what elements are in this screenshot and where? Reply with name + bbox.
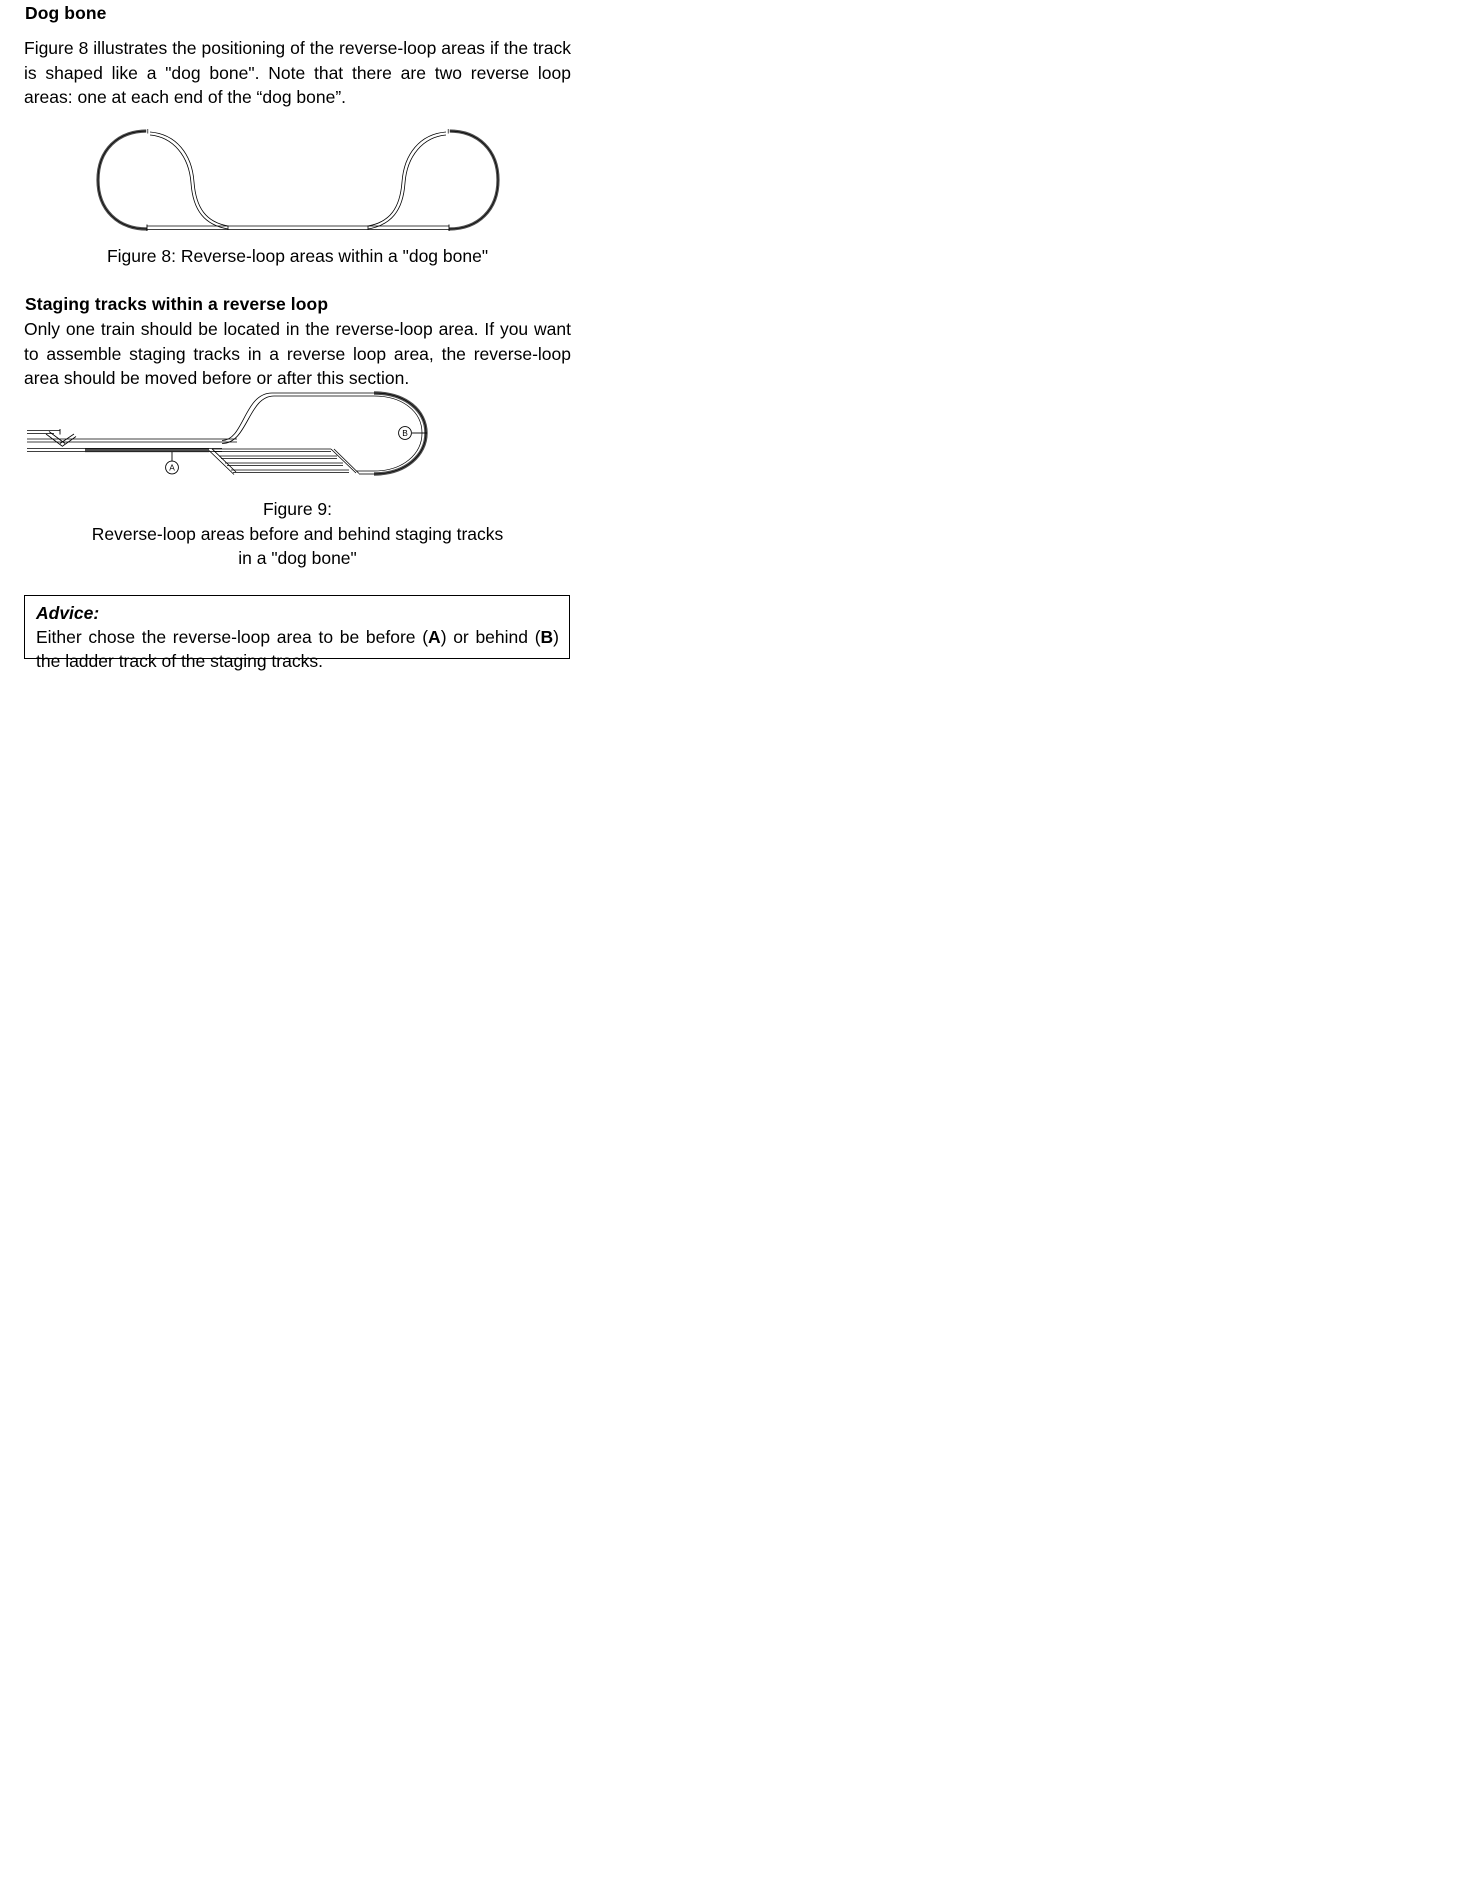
section-heading-staging-tracks: Staging tracks within a reverse loop (25, 294, 329, 314)
figure-9-caption-line-2: Reverse-loop areas before and behind staging tracks (91, 523, 504, 544)
advice-text-part-3: ) the ladder track of the staging tracks. (36, 627, 559, 671)
figure-9-marker-b-label: B (402, 428, 408, 439)
figure-9-caption-line-3: in a "dog bone" (238, 548, 357, 568)
figure-8-dog-bone-diagram (88, 122, 508, 240)
figure-9-caption (24, 497, 571, 571)
advice-text-part-1: Either chose the reverse-loop area to be before ( (36, 627, 429, 647)
advice-text-part-2: ) or behind ( (440, 627, 541, 647)
section-heading-dog-bone: Dog bone (25, 3, 107, 23)
figure-9-staging-tracks-diagram (22, 378, 442, 490)
advice-box (24, 595, 570, 671)
figure-9-caption-line-1: Figure 9: (262, 499, 333, 519)
advice-title: Advice: (36, 603, 100, 623)
paragraph-dog-bone: Figure 8 illustrates the positioning of the reverse-loop areas if the track is shaped like a "dog bone". Note that there are two reverse loop areas: one at each end of the “dog bone”. (24, 38, 571, 107)
advice-marker-b: B (540, 627, 554, 647)
figure-9-marker-a-label: A (169, 462, 175, 473)
advice-body (36, 625, 559, 673)
paragraph-staging-tracks: Only one train should be located in the reverse-loop area. If you want to assemble staging tracks in a reverse loop area, the reverse-loop area should be moved before or after this section. (24, 319, 571, 388)
advice-marker-a: A (428, 627, 441, 647)
figure-8-caption: Figure 8: Reverse-loop areas within a "dog bone" (106, 246, 489, 266)
